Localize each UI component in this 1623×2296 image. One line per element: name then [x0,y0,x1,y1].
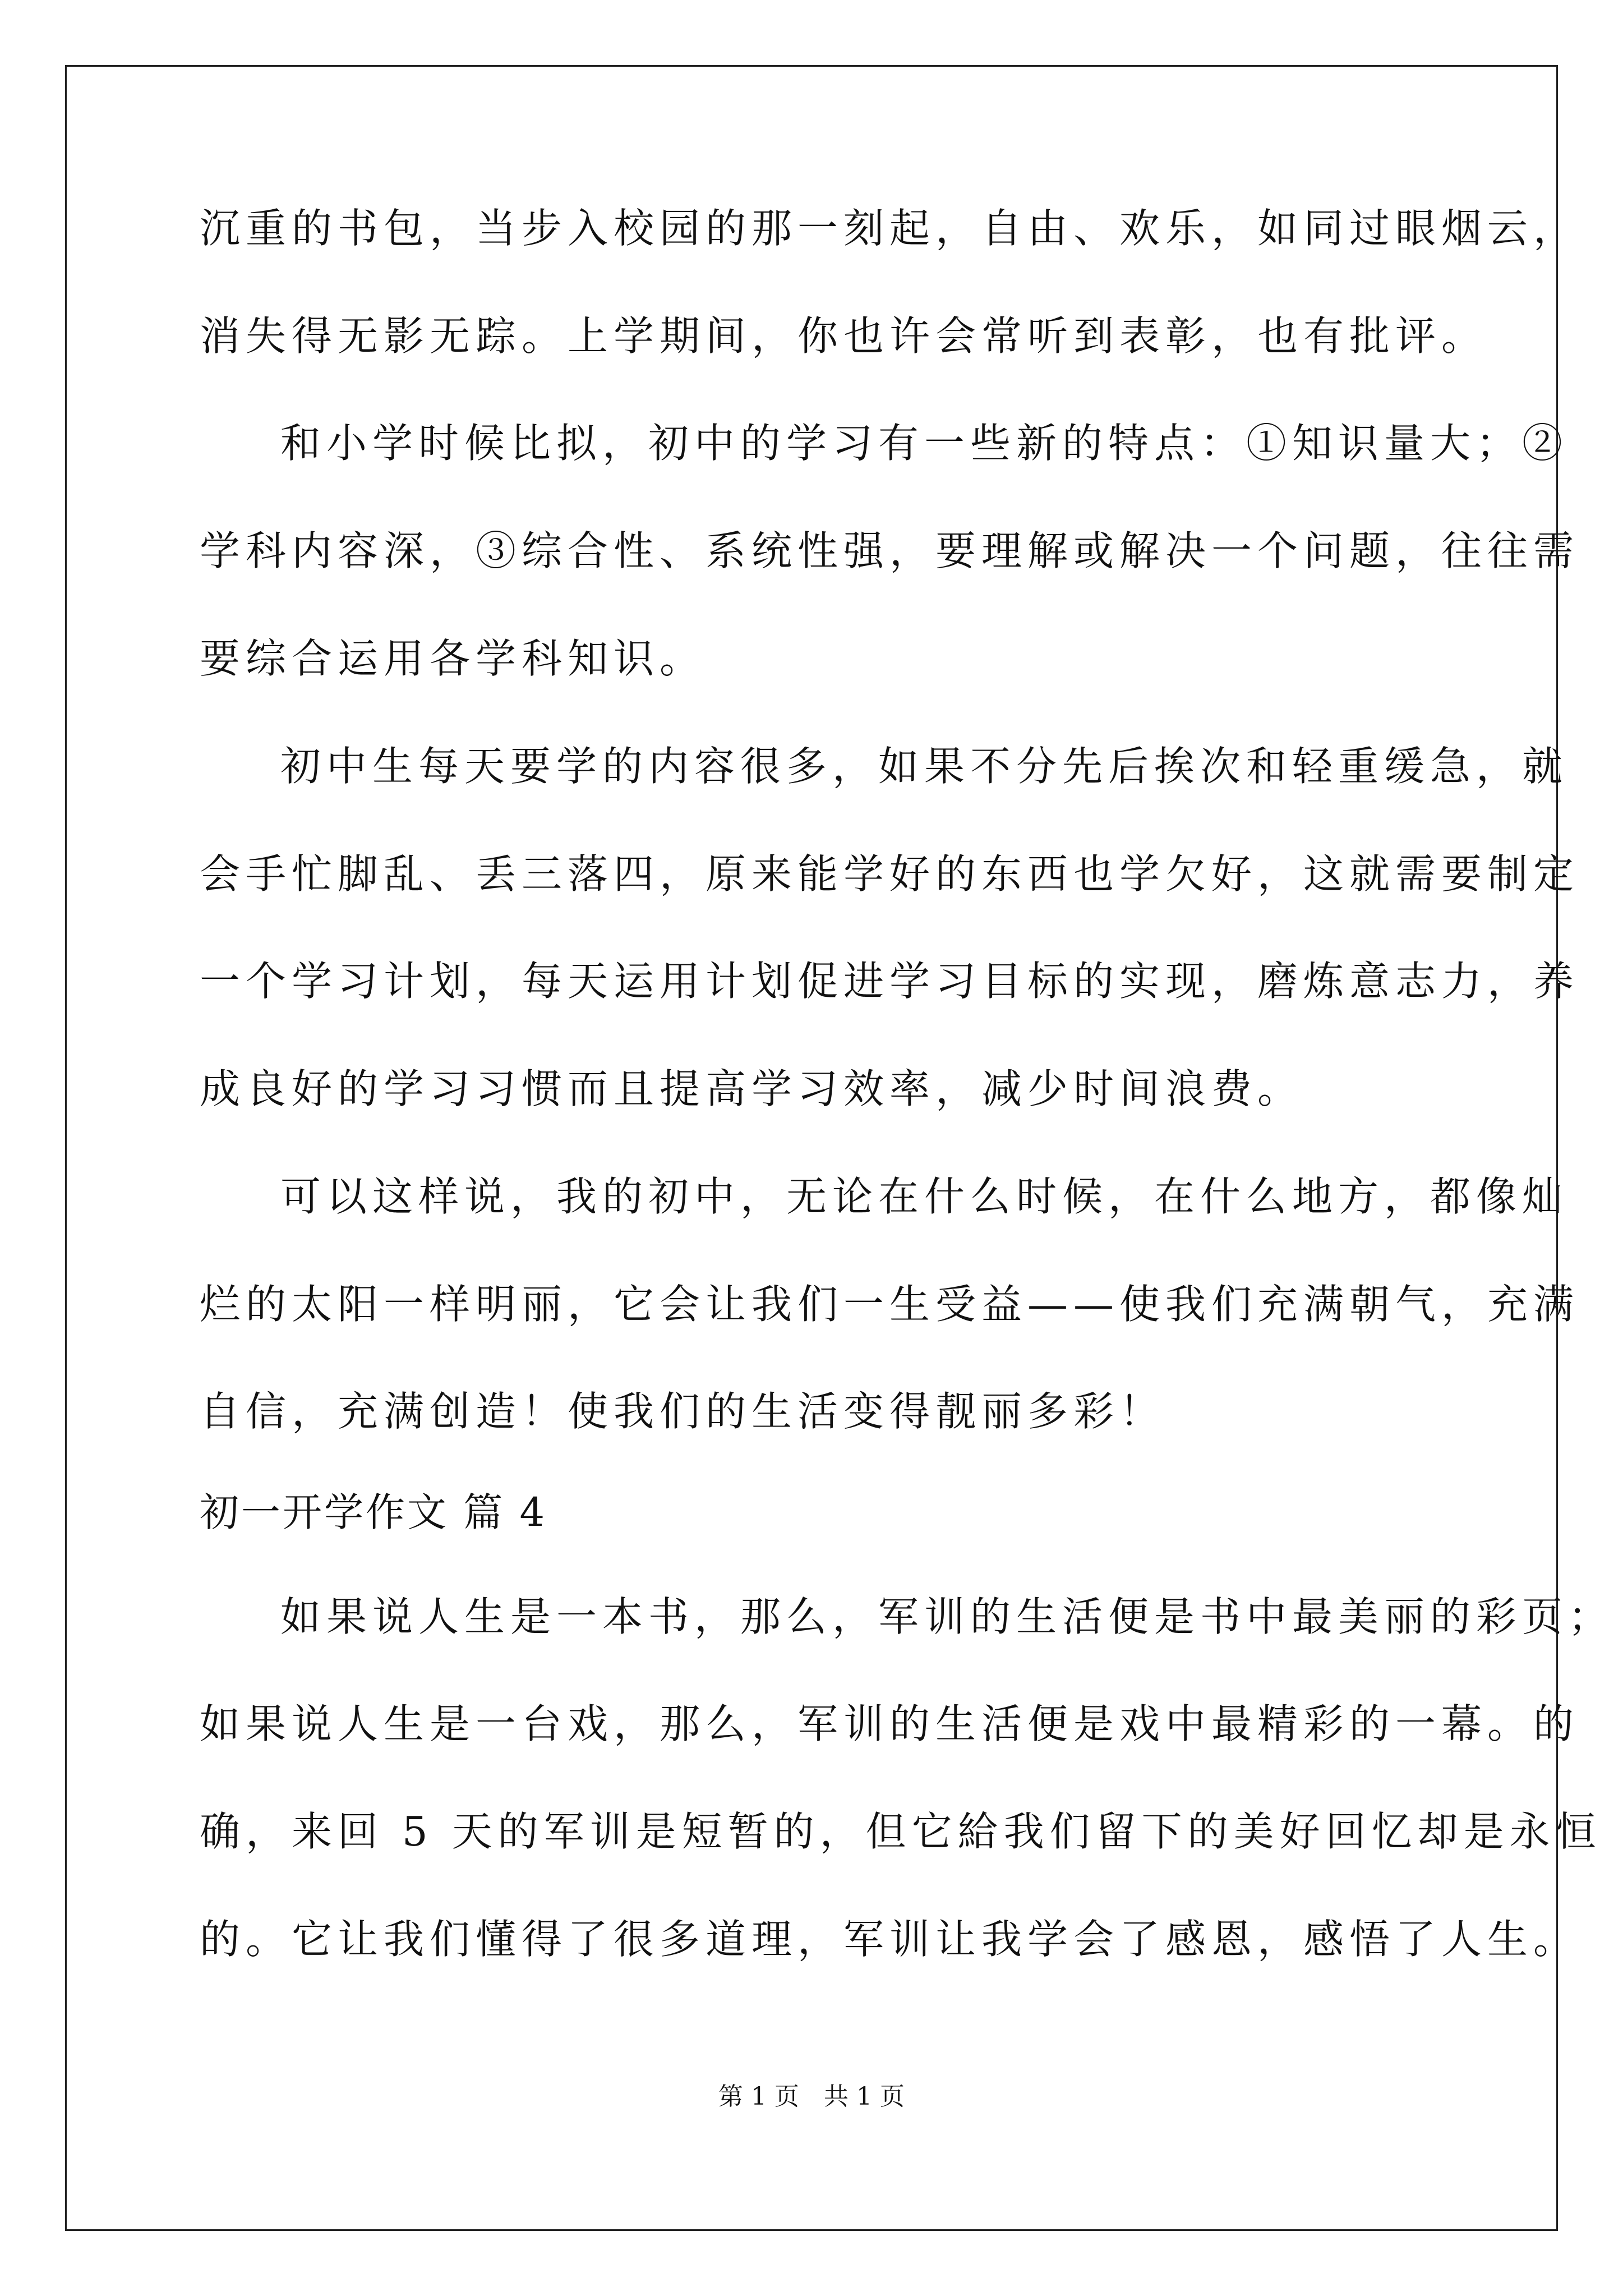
text-line: 自信，充满创造！使我们的生活变得靓丽多彩！ [200,1388,1166,1435]
text-line: 沉重的书包，当步入校园的那一刻起，自由、欢乐，如同过眼烟云， [200,205,1580,252]
text-line: 成良好的学习习惯而且提高学习效率，减少时间浪费。 [200,1065,1304,1112]
section-heading: 初一开学作文 篇 4 [200,1489,547,1535]
text-line: 如果说人生是一台戏，那么，军训的生活便是戏中最精彩的一幕。的 [200,1700,1580,1747]
text-line: 烂的太阳一样明丽，它会让我们一生受益——使我们充满朝气，充满 [200,1281,1580,1328]
text-line: 如果说人生是一本书，那么，军训的生活便是书中最美丽的彩页； [280,1593,1615,1640]
page-border [65,65,1558,2231]
text-line: 一个学习计划，每天运用计划促进学习目标的实现，磨炼意志力，养 [200,958,1580,1005]
page-number-footer: 第 1 页 共 1 页 [718,2082,905,2111]
text-line: 初中生每天要学的内容很多，如果不分先后挨次和轻重缓急，就 [280,743,1569,790]
text-line: 学科内容深，③综合性、系统性强，要理解或解决一个问题，往往需 [200,527,1580,574]
text-line: 会手忙脚乱、丢三落四，原来能学好的东西也学欠好，这就需要制定 [200,850,1580,898]
text-line: 确，来回 5 天的军训是短暂的，但它給我们留下的美好回忆却是永恒 [200,1808,1602,1855]
text-line: 消失得无影无踪。上学期间，你也许会常听到表彰，也有批评。 [200,312,1488,360]
text-line: 和小学时候比拟，初中的学习有一些新的特点：①知识量大；② [280,420,1569,467]
text-line: 可以这样说，我的初中，无论在什么时候，在什么地方，都像灿 [280,1173,1569,1220]
text-line: 要综合运用各学科知识。 [200,635,706,682]
text-line: 的。它让我们懂得了很多道理，军训让我学会了感恩，感悟了人生。 [200,1916,1580,1963]
